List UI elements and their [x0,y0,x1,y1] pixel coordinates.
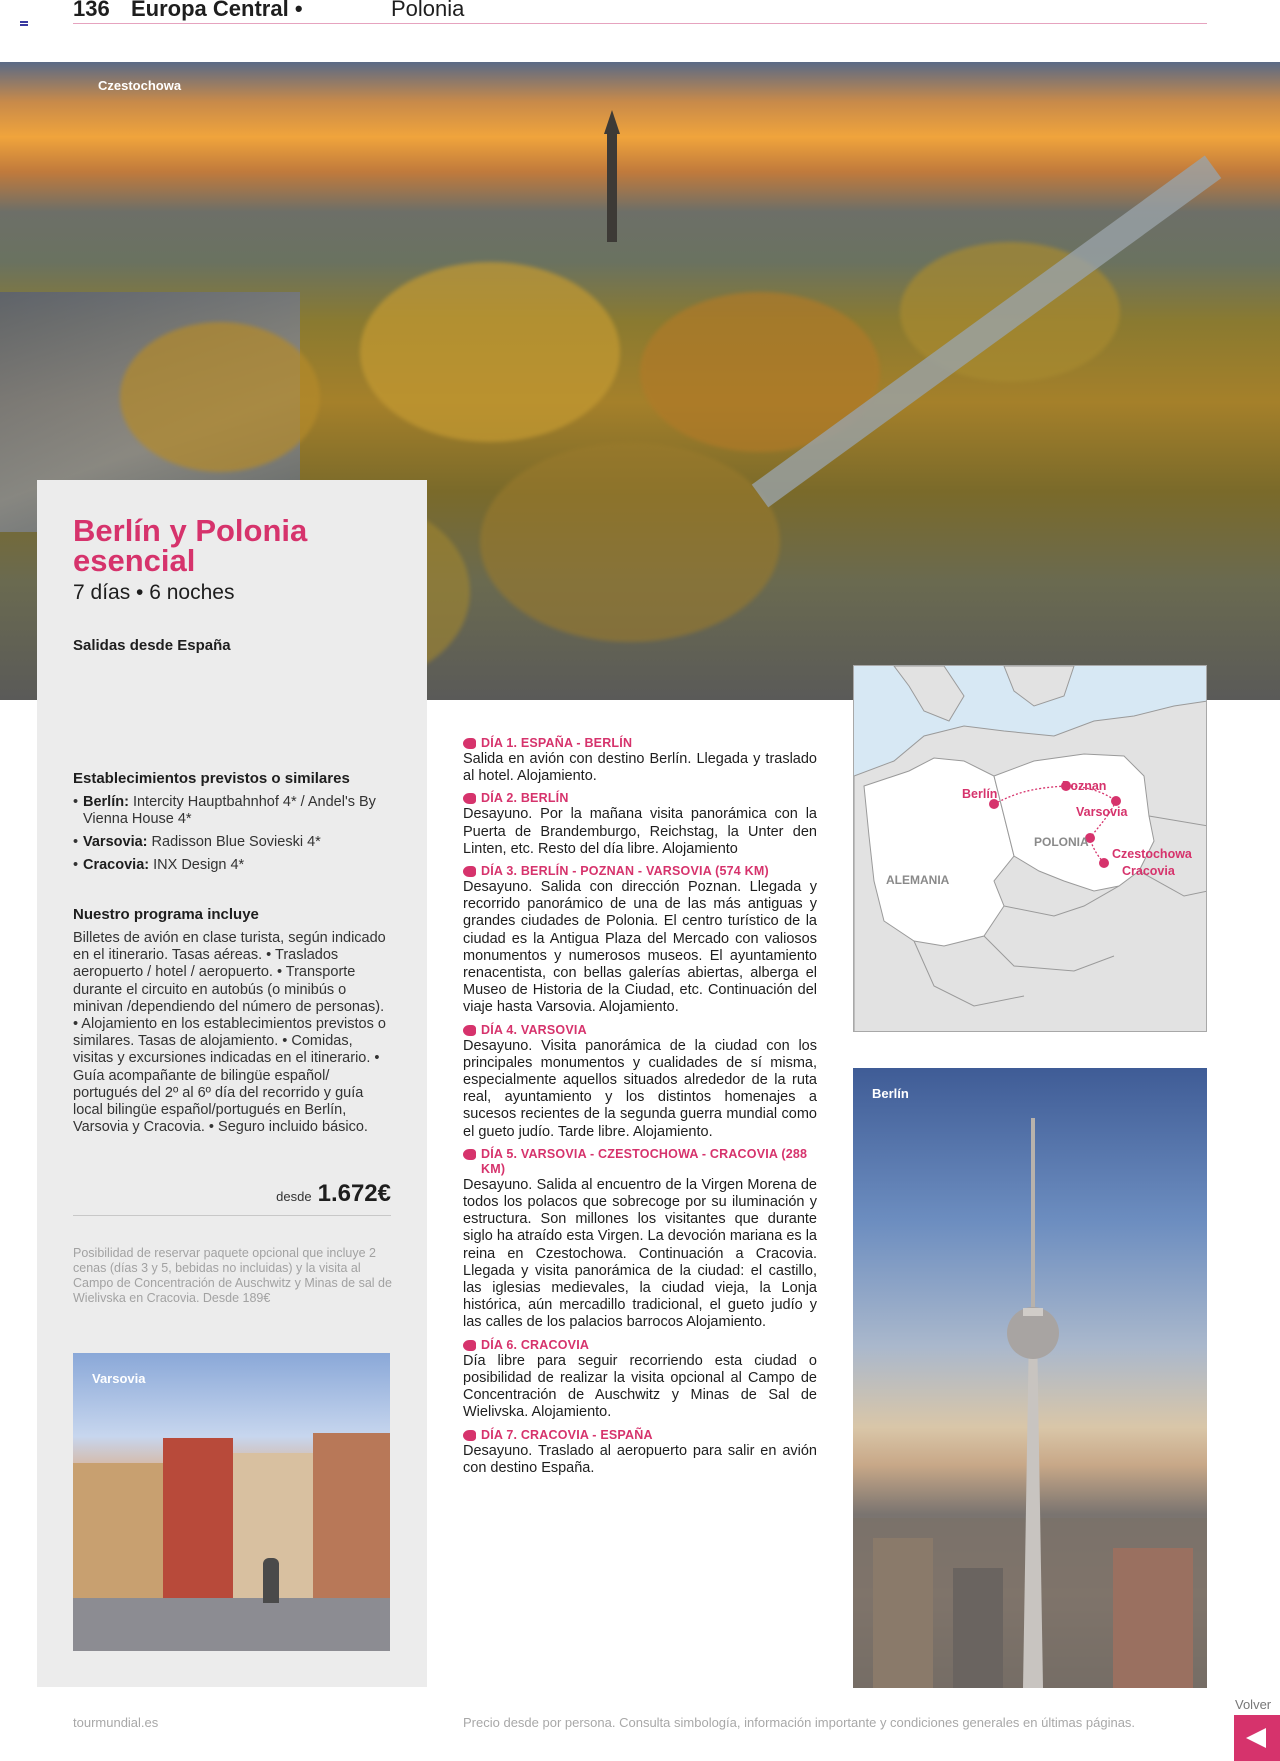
program-heading: Nuestro programa incluye [73,906,259,923]
day-text: Desayuno. Visita panorámica de la ciudad con los principales monumentos y cualidades de sí misma, especialmente aquellos situados alrededor de la ruta real, ayuntamiento y los distintos homenajes a sucesos recientes de la segunda guerra mundial como el gueto judío. Tarde libre. Alojamiento. [463,1037,817,1140]
price-value: 1.672€ [317,1180,391,1207]
day-text: Desayuno. Traslado al aeropuerto para salir en avión con destino España. [463,1442,817,1476]
map-land-north [894,666,1074,721]
berlin-photo-caption: Berlín [872,1086,909,1101]
tour-title: Berlín y Polonia esencial [73,513,308,578]
map-label-alemania: ALEMANIA [886,873,950,887]
tv-tower-shaft [1023,1328,1043,1688]
day-title: DÍA 2. BERLÍN [481,791,569,806]
back-button[interactable] [1234,1715,1280,1761]
church-tower [607,132,617,242]
itinerary-day [463,1428,817,1477]
day-bullet-icon [463,793,476,804]
hotel-city: Cracovia: [83,857,150,873]
flag-icon [20,21,28,26]
day-text: Desayuno. Por la mañana visita panorámica con la Puerta de Brandemburgo, Reichstag, la Unter den Linten, etc. Resto del día libre. Alojamiento [463,806,817,857]
itinerary-day [463,791,817,858]
hotel-item [73,834,393,851]
page-header [73,0,1207,24]
hotel-item [73,794,393,828]
hotel-name: Intercity Hauptbahnhof 4* / Andel's By Vienna House 4* [83,794,376,827]
day-title: DÍA 5. VARSOVIA - CZESTOCHOWA - CRACOVIA (288 KM) [481,1146,808,1176]
berlin-photo [853,1068,1207,1688]
country-title: Polonia [391,0,465,21]
hotel-city: Varsovia: [83,834,148,850]
day-text: Desayuno. Salida al encuentro de la Virgen Morena de todos los polacos que sobrecoge por su iluminación y estructura. Son millones los visitantes que durante siglo ha atraído esta Virgen. La devoción mariana es la reina en Czestochowa. Continuación a Cracovia. Llegada y visita panorámica de la ciudad: el castillo, las iglesias medievales, la ciudad vieja, la Lonja histórica, aún mercadillo tradicional, el gueto judío y las calles de los palacios barrocos Alojamiento. [463,1176,817,1331]
footer-disclaimer: Precio desde por persona. Consulta simbología, información importante y condiciones generales en últimas páginas. [463,1715,1136,1730]
day-bullet-icon [463,738,476,749]
itinerary-day [463,864,817,1017]
price-box [73,1180,391,1216]
itinerary-day [463,1147,817,1332]
day-title: DÍA 4. VARSOVIA [481,1022,587,1037]
hotel-name: Radisson Blue Sovieski 4* [151,834,321,850]
hotel-name: INX Design 4* [153,857,245,873]
map-label-varsovia: Varsovia [1076,805,1128,819]
section-title [131,0,303,22]
price-from-label: desde [276,1189,312,1204]
day-text: Salida en avión con destino Berlín. Llegada y traslado al hotel. Alojamiento. [463,751,817,785]
hotels-list [73,794,393,880]
program-text: Billetes de avión en clase turista, según indicado en el itinerario. Tasas aéreas. • Traslados aeropuerto / hotel / aeropuerto. • Transporte durante el circuito en autobús (o minibús o minivan /dependiendo del número de personas). • Alojamiento en los establecimientos previstos o similares. Tasas de alojamiento. • Comidas, visitas y excursiones indicadas en el itinerario. • Guía acompañante de bilingüe español/ portugués del 2º al 6º día del recorrido y guía local bilingüe español/portugués en Berlín, Varsovia y Cracovia. • Seguro incluido básico. [73,930,386,1136]
route-map [853,665,1207,1032]
itinerary-day [463,736,817,785]
map-label-berlin: Berlín [962,787,998,801]
map-label-czestochowa: Czestochowa [1112,847,1192,861]
hotel-item [73,857,393,874]
day-bullet-icon [463,1340,476,1351]
itinerary-day [463,1023,817,1141]
day-bullet-icon [463,1025,476,1036]
tour-duration: 7 días • 6 noches [73,581,235,604]
itinerary-day [463,1338,817,1422]
mermaid-statue [263,1558,279,1603]
day-text: Día libre para seguir recorriendo esta ciudad o posibilidad de realizar la visita opcional al Campo de Concentración de Auschwitz y Minas de Sal de Wielivska. Alojamiento. [463,1352,817,1421]
section-name: Europa Central [131,0,289,21]
map-label-polonia: POLONIA [1034,835,1089,849]
page-number: 136 [73,0,110,21]
warsaw-photo-caption: Varsovia [92,1371,146,1386]
departures-label: Salidas desde España [73,637,231,654]
back-label[interactable]: Volver [1235,1697,1272,1712]
day-title: DÍA 6. CRACOVIA [481,1337,590,1352]
day-bullet-icon [463,1149,476,1160]
hotel-city: Berlín: [83,794,129,810]
footer-website[interactable]: tourmundial.es [73,1715,159,1730]
day-title: DÍA 1. ESPAÑA - BERLÍN [481,736,633,750]
day-text: Desayuno. Salida con dirección Poznan. Llegada y recorrido panorámico de una de las más antiguas y grandes ciudades de Polonia. El centro turístico de la ciudad es la Antigua Plaza del Mercado con valiosos monumentos y numerosos museos. El ayuntamiento renacentista, con bellas galerías abiertas, alberga el Museo de Historia de la Ciudad, etc. Continuación del viaje hasta Varsovia. Alojamiento. [463,879,817,1016]
map-label-cracovia: Cracovia [1122,864,1175,878]
hero-caption: Czestochowa [98,78,182,93]
optional-note: Posibilidad de reservar paquete opcional que incluye 2 cenas (días 3 y 5, bebidas no incluidas) y la visita al Campo de Concentración de Auschwitz y Minas de sal de Wielivska en Cracovia. Desde 189€ [73,1246,392,1305]
map-dot-cracovia [1099,858,1109,868]
warsaw-photo [73,1353,390,1651]
day-bullet-icon [463,1430,476,1441]
map-label-poznan: Poznan [1062,779,1107,793]
hotels-heading: Establecimientos previstos o similares [73,770,350,787]
day-bullet-icon [463,866,476,877]
day-title: DÍA 7. CRACOVIA - ESPAÑA [481,1427,653,1442]
section-separator: • [294,0,303,21]
day-title: DÍA 3. BERLÍN - POZNAN - VARSOVIA (574 KM) [481,864,769,879]
itinerary [463,736,817,1483]
